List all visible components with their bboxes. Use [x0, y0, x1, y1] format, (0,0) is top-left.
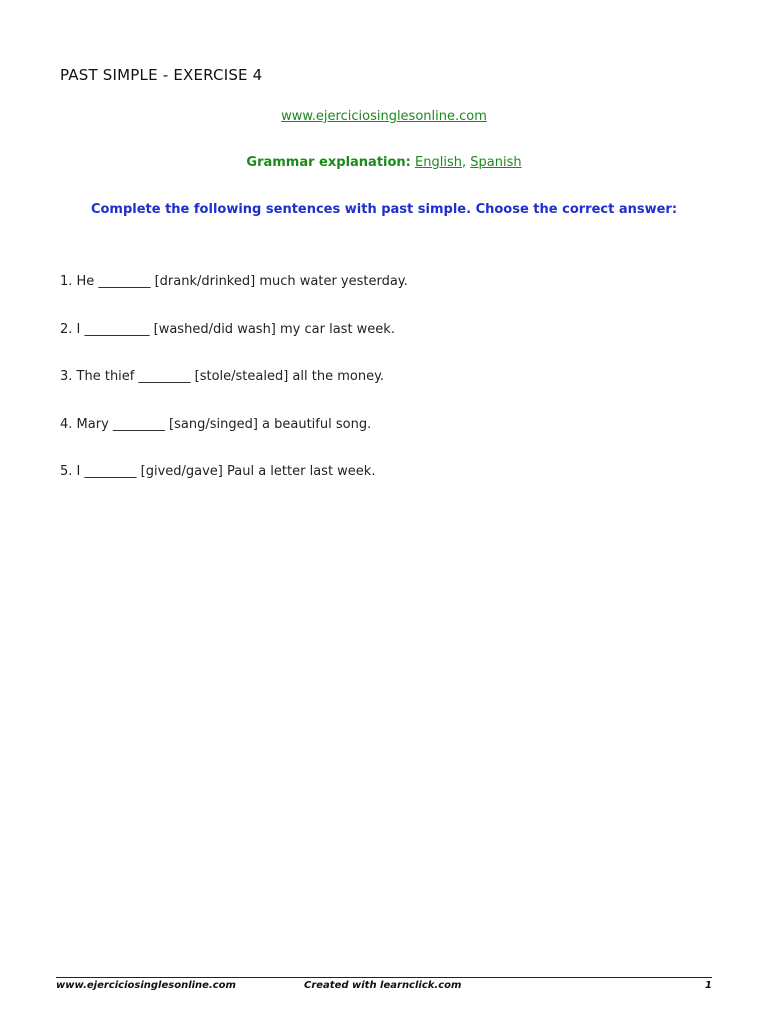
english-link[interactable]: English — [415, 155, 462, 170]
footer-site: www.ejerciciosinglesonline.com — [56, 980, 236, 991]
instructions: Complete the following sentences with past simple. Choose the correct answer: — [90, 202, 678, 217]
footer-created-with: Created with learnclick.com — [304, 980, 462, 991]
question-item: 2. I __________ [washed/did wash] my car last week. — [60, 321, 395, 337]
grammar-label: Grammar explanation: — [246, 155, 411, 170]
question-item: 5. I ________ [gived/gave] Paul a letter last week. — [60, 464, 376, 479]
question-item: 1. He ________ [drank/drinked] much water yesterday. — [60, 274, 408, 289]
page-title: PAST SIMPLE - EXERCISE 4 — [60, 66, 263, 84]
site-link[interactable]: www.ejerciciosinglesonline.com — [281, 109, 487, 124]
grammar-explanation — [0, 155, 768, 170]
site-link-row — [0, 109, 768, 124]
question-item: 4. Mary ________ [sang/singed] a beautiful song. — [60, 416, 372, 432]
footer-divider — [56, 977, 712, 978]
footer-page-number: 1 — [705, 980, 712, 991]
question-list — [60, 274, 408, 512]
spanish-link[interactable]: Spanish — [470, 155, 522, 170]
link-separator: , — [461, 155, 471, 170]
question-item: 3. The thief ________ [stole/stealed] all the money. — [60, 369, 385, 384]
